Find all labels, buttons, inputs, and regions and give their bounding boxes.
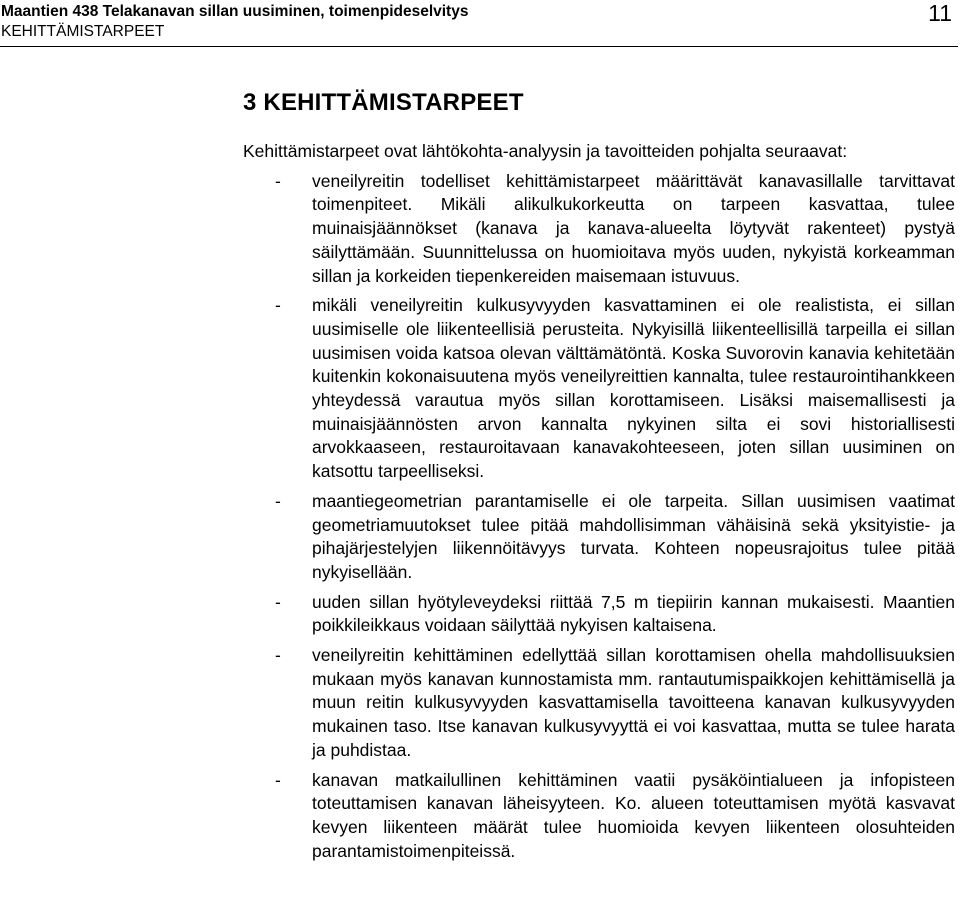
intro-paragraph: Kehittämistarpeet ovat lähtökohta-analyysin ja tavoitteiden pohjalta seuraavat: xyxy=(243,141,848,161)
list-item-text: veneilyreitin kehittäminen edellyttää sillan korottamisen ohella mahdollisuuksien mukaan myös kanavan kunnostamista mm. rantautumispaikkojen kehittämisellä ja muun reitin kulkusyvyyden kasvattamisella tavoitteena kanavan kulkusyvyyden mukainen taso. Itse kanavan kulkusyvyyttä ei voi kasvattaa, mutta se tulee harata ja puhdistaa. xyxy=(312,645,955,760)
list-item-text: kanavan matkailullinen kehittäminen vaatii pysäköintialueen ja infopisteen toteuttamisen kanavan läheisyyteen. Ko. alueen toteuttamisen myötä kasvavat kevyen liikenteen määrät tulee huomioida kevyen liikenteen olosuhteiden parantamistoimenpiteissä. xyxy=(312,769,955,861)
document-title: Maantien 438 Telakanavan sillan uusiminen, toimenpideselvitys xyxy=(1,3,469,20)
list-item xyxy=(243,170,955,289)
list-item xyxy=(243,591,955,638)
list-item-text: maantiegeometrian parantamiselle ei ole tarpeita. Sillan uusimisen vaatimat geometriamuutokset tulee pitää mahdollisimman vähäisinä sekä yksityistie- ja pihajärjestelyjen liikennöitävyys turvata. Kohteen nopeusrajoitus tulee pitää nykyisellään. xyxy=(312,490,955,582)
bullet-dash: - xyxy=(275,490,281,511)
bullet-dash: - xyxy=(275,170,281,191)
list-item xyxy=(243,769,955,864)
chapter-name: KEHITTÄMISTARPEET xyxy=(1,23,165,40)
list-item xyxy=(243,490,955,585)
list-item-text: mikäli veneilyreitin kulkusyvyyden kasvattaminen ei ole realistista, ei sillan uusimiselle ole liikenteellisiä perusteita. Nykyisillä liikenteellisillä tarpeilla ei sillan uusimisen voida katsoa olevan välttämätöntä. Koska Suvorovin kanavia kehitetään kuitenkin kokonaisuutena myös veneilyreittien kannalta, tulee restaurointihankkeen yhteydessä varautua myös sillan korottamiseen. Lisäksi maisemallisesti ja muinaisjäännösten arvon kannalta nykyinen silta ei sovi historiallisesti arvokkaaseen, restauroitavaan kanavakohteeseen, joten sillan uusiminen on katsottu tarpeelliseksi. xyxy=(312,295,955,482)
page-header xyxy=(0,0,958,47)
section-heading: 3 KEHITTÄMISTARPEET xyxy=(243,89,524,116)
bullet-dash: - xyxy=(275,769,281,790)
list-item xyxy=(243,294,955,484)
list-item xyxy=(243,644,955,763)
list-item-text: veneilyreitin todelliset kehittämistarpeet määrittävät kanavasillalle tarvittavat toimenpiteet. Mikäli alikulkukorkeutta on tarpeen kasvattaa, tulee muinaisjäännökset (kanava ja kanava-alueelta löytyvät rakenteet) pystyä säilyttämään. Suunnittelussa on huomioitava myös uuden, nykyistä korkeamman sillan ja korkeiden tiepenkereiden maisemaan istuvuus. xyxy=(312,170,955,286)
bullet-dash: - xyxy=(275,295,281,316)
page-number: 11 xyxy=(928,0,952,26)
requirements-list xyxy=(243,170,955,864)
bullet-dash: - xyxy=(275,591,281,612)
bullet-dash: - xyxy=(275,645,281,666)
list-item-text: uuden sillan hyötyleveydeksi riittää 7,5 m tiepiirin kannan mukaisesti. Maantien poikkileikkaus voidaan säilyttää nykyisen kaltaisena. xyxy=(312,591,955,636)
main-content xyxy=(243,88,955,869)
